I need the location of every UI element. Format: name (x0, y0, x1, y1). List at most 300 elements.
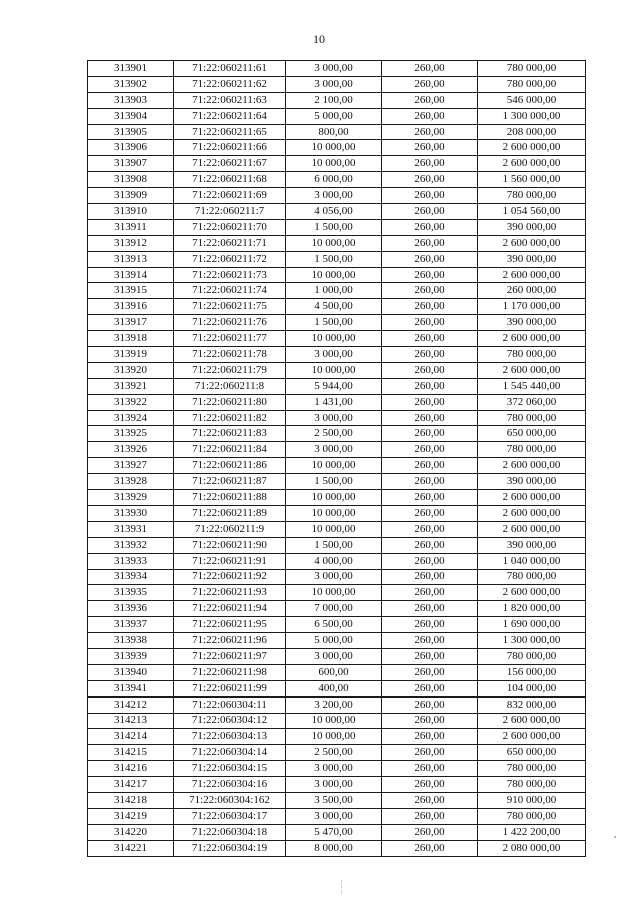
rate-cell: 260,00 (382, 124, 478, 140)
area-cell: 10 000,00 (286, 521, 382, 537)
rate-cell: 260,00 (382, 172, 478, 188)
rate-cell: 260,00 (382, 792, 478, 808)
table-row (88, 204, 586, 220)
amount-cell: 2 600 000,00 (478, 331, 586, 347)
record-id-cell: 313904 (88, 108, 174, 124)
rate-cell: 260,00 (382, 664, 478, 680)
rate-cell: 260,00 (382, 235, 478, 251)
table-row (88, 745, 586, 761)
cadastral-number-cell: 71:22:060211:70 (174, 219, 286, 235)
table-row (88, 633, 586, 649)
record-id-cell: 313938 (88, 633, 174, 649)
area-cell: 1 500,00 (286, 219, 382, 235)
rate-cell: 260,00 (382, 410, 478, 426)
table-row (88, 840, 586, 856)
table-row (88, 108, 586, 124)
table-row (88, 92, 586, 108)
record-id-cell: 313929 (88, 490, 174, 506)
cadastral-number-cell: 71:22:060304:18 (174, 824, 286, 840)
record-id-cell: 314219 (88, 808, 174, 824)
record-id-cell: 313936 (88, 601, 174, 617)
amount-cell: 2 600 000,00 (478, 156, 586, 172)
amount-cell: 2 600 000,00 (478, 362, 586, 378)
record-id-cell: 313940 (88, 664, 174, 680)
table-row (88, 761, 586, 777)
area-cell: 10 000,00 (286, 729, 382, 745)
amount-cell: 2 600 000,00 (478, 713, 586, 729)
record-id-cell: 313917 (88, 315, 174, 331)
page-number: 10 (313, 32, 325, 46)
table-row (88, 808, 586, 824)
table-row (88, 458, 586, 474)
rate-cell: 260,00 (382, 680, 478, 696)
amount-cell: 2 600 000,00 (478, 140, 586, 156)
record-id-cell: 313914 (88, 267, 174, 283)
rate-cell: 260,00 (382, 394, 478, 410)
area-cell: 10 000,00 (286, 458, 382, 474)
amount-cell: 780 000,00 (478, 761, 586, 777)
area-cell: 3 000,00 (286, 761, 382, 777)
table-row (88, 680, 586, 696)
area-cell: 10 000,00 (286, 140, 382, 156)
rate-cell: 260,00 (382, 108, 478, 124)
record-id-cell: 313909 (88, 188, 174, 204)
cadastral-number-cell: 71:22:060211:98 (174, 664, 286, 680)
amount-cell: 780 000,00 (478, 569, 586, 585)
record-id-cell: 313928 (88, 474, 174, 490)
record-id-cell: 313905 (88, 124, 174, 140)
amount-cell: 1 690 000,00 (478, 617, 586, 633)
area-cell: 7 000,00 (286, 601, 382, 617)
area-cell: 3 000,00 (286, 648, 382, 664)
area-cell: 8 000,00 (286, 840, 382, 856)
record-id-cell: 313941 (88, 680, 174, 696)
record-id-cell: 313924 (88, 410, 174, 426)
table-row (88, 362, 586, 378)
record-id-cell: 313931 (88, 521, 174, 537)
amount-cell: 1 170 000,00 (478, 299, 586, 315)
cadastral-number-cell: 71:22:060211:72 (174, 251, 286, 267)
amount-cell: 1 560 000,00 (478, 172, 586, 188)
rate-cell: 260,00 (382, 490, 478, 506)
cadastral-number-cell: 71:22:060211:84 (174, 442, 286, 458)
record-id-cell: 313907 (88, 156, 174, 172)
rate-cell: 260,00 (382, 283, 478, 299)
area-cell: 3 000,00 (286, 442, 382, 458)
record-id-cell: 313918 (88, 331, 174, 347)
rate-cell: 260,00 (382, 537, 478, 553)
cadastral-number-cell: 71:22:060211:97 (174, 648, 286, 664)
amount-cell: 2 600 000,00 (478, 729, 586, 745)
record-id-cell: 313932 (88, 537, 174, 553)
cadastral-number-cell: 71:22:060211:9 (174, 521, 286, 537)
area-cell: 5 944,00 (286, 378, 382, 394)
record-id-cell: 313901 (88, 61, 174, 77)
record-id-cell: 313915 (88, 283, 174, 299)
amount-cell: 156 000,00 (478, 664, 586, 680)
amount-cell: 1 422 200,00 (478, 824, 586, 840)
record-id-cell: 313906 (88, 140, 174, 156)
area-cell: 600,00 (286, 664, 382, 680)
cadastral-number-cell: 71:22:060211:87 (174, 474, 286, 490)
amount-cell: 2 600 000,00 (478, 458, 586, 474)
area-cell: 10 000,00 (286, 331, 382, 347)
table-row (88, 521, 586, 537)
cadastral-number-cell: 71:22:060304:17 (174, 808, 286, 824)
cadastral-number-cell: 71:22:060211:78 (174, 347, 286, 363)
amount-cell: 390 000,00 (478, 474, 586, 490)
record-id-cell: 313937 (88, 617, 174, 633)
table-row (88, 713, 586, 729)
record-id-cell: 313916 (88, 299, 174, 315)
amount-cell: 910 000,00 (478, 792, 586, 808)
table-row (88, 729, 586, 745)
rate-cell: 260,00 (382, 713, 478, 729)
record-id-cell: 313922 (88, 394, 174, 410)
record-id-cell: 313934 (88, 569, 174, 585)
amount-cell: 650 000,00 (478, 426, 586, 442)
record-id-cell: 313908 (88, 172, 174, 188)
cadastral-number-cell: 71:22:060211:68 (174, 172, 286, 188)
table-row (88, 219, 586, 235)
rate-cell: 260,00 (382, 474, 478, 490)
table-row (88, 426, 586, 442)
cadastral-number-cell: 71:22:060211:89 (174, 505, 286, 521)
amount-cell: 780 000,00 (478, 442, 586, 458)
area-cell: 4 056,00 (286, 204, 382, 220)
amount-cell: 2 600 000,00 (478, 521, 586, 537)
amount-cell: 1 820 000,00 (478, 601, 586, 617)
area-cell: 3 000,00 (286, 569, 382, 585)
table-row (88, 76, 586, 92)
amount-cell: 780 000,00 (478, 61, 586, 77)
cadastral-number-cell: 71:22:060211:64 (174, 108, 286, 124)
record-id-cell: 314214 (88, 729, 174, 745)
rate-cell: 260,00 (382, 442, 478, 458)
area-cell: 6 500,00 (286, 617, 382, 633)
table-row (88, 505, 586, 521)
amount-cell: 2 600 000,00 (478, 267, 586, 283)
area-cell: 3 500,00 (286, 792, 382, 808)
cadastral-number-cell: 71:22:060211:69 (174, 188, 286, 204)
amount-cell: 1 040 000,00 (478, 553, 586, 569)
amount-cell: 208 000,00 (478, 124, 586, 140)
record-id-cell: 313913 (88, 251, 174, 267)
record-id-cell: 313930 (88, 505, 174, 521)
rate-cell: 260,00 (382, 204, 478, 220)
cadastral-number-cell: 71:22:060211:73 (174, 267, 286, 283)
rate-cell: 260,00 (382, 601, 478, 617)
amount-cell: 832 000,00 (478, 697, 586, 713)
amount-cell: 780 000,00 (478, 410, 586, 426)
amount-cell: 780 000,00 (478, 777, 586, 793)
area-cell: 5 470,00 (286, 824, 382, 840)
table-row (88, 235, 586, 251)
amount-cell: 390 000,00 (478, 537, 586, 553)
amount-cell: 2 600 000,00 (478, 490, 586, 506)
amount-cell: 780 000,00 (478, 76, 586, 92)
area-cell: 10 000,00 (286, 156, 382, 172)
cadastral-number-cell: 71:22:060211:8 (174, 378, 286, 394)
area-cell: 3 000,00 (286, 777, 382, 793)
record-id-cell: 313925 (88, 426, 174, 442)
scan-artifact-dot (614, 836, 616, 838)
rate-cell: 260,00 (382, 617, 478, 633)
cadastral-number-cell: 71:22:060211:86 (174, 458, 286, 474)
rate-cell: 260,00 (382, 777, 478, 793)
table-row (88, 124, 586, 140)
area-cell: 3 200,00 (286, 697, 382, 713)
cadastral-number-cell: 71:22:060211:61 (174, 61, 286, 77)
area-cell: 10 000,00 (286, 505, 382, 521)
amount-cell: 546 000,00 (478, 92, 586, 108)
record-id-cell: 313911 (88, 219, 174, 235)
land-plot-table (87, 60, 586, 857)
table-row (88, 299, 586, 315)
cadastral-number-cell: 71:22:060304:162 (174, 792, 286, 808)
record-id-cell: 313927 (88, 458, 174, 474)
cadastral-number-cell: 71:22:060304:16 (174, 777, 286, 793)
table-row (88, 156, 586, 172)
rate-cell: 260,00 (382, 761, 478, 777)
area-cell: 10 000,00 (286, 362, 382, 378)
record-id-cell: 314212 (88, 697, 174, 713)
amount-cell: 780 000,00 (478, 347, 586, 363)
cadastral-number-cell: 71:22:060211:91 (174, 553, 286, 569)
cadastral-number-cell: 71:22:060304:12 (174, 713, 286, 729)
cadastral-number-cell: 71:22:060211:7 (174, 204, 286, 220)
table-row (88, 331, 586, 347)
rate-cell: 260,00 (382, 633, 478, 649)
amount-cell: 104 000,00 (478, 680, 586, 696)
amount-cell: 390 000,00 (478, 251, 586, 267)
cadastral-number-cell: 71:22:060211:71 (174, 235, 286, 251)
area-cell: 1 431,00 (286, 394, 382, 410)
table-row (88, 394, 586, 410)
table-row (88, 474, 586, 490)
table-row (88, 553, 586, 569)
record-id-cell: 313919 (88, 347, 174, 363)
table-row (88, 601, 586, 617)
cadastral-number-cell: 71:22:060211:63 (174, 92, 286, 108)
cadastral-number-cell: 71:22:060211:83 (174, 426, 286, 442)
table-row (88, 490, 586, 506)
area-cell: 3 000,00 (286, 76, 382, 92)
record-id-cell: 313933 (88, 553, 174, 569)
amount-cell: 2 600 000,00 (478, 235, 586, 251)
table-row (88, 378, 586, 394)
table-row (88, 347, 586, 363)
record-id-cell: 313935 (88, 585, 174, 601)
amount-cell: 1 054 560,00 (478, 204, 586, 220)
rate-cell: 260,00 (382, 569, 478, 585)
cadastral-number-cell: 71:22:060211:76 (174, 315, 286, 331)
record-id-cell: 314213 (88, 713, 174, 729)
area-cell: 10 000,00 (286, 713, 382, 729)
record-id-cell: 313926 (88, 442, 174, 458)
area-cell: 1 000,00 (286, 283, 382, 299)
area-cell: 3 000,00 (286, 188, 382, 204)
rate-cell: 260,00 (382, 61, 478, 77)
rate-cell: 260,00 (382, 521, 478, 537)
rate-cell: 260,00 (382, 267, 478, 283)
table-row (88, 188, 586, 204)
cadastral-number-cell: 71:22:060211:92 (174, 569, 286, 585)
record-id-cell: 314216 (88, 761, 174, 777)
area-cell: 5 000,00 (286, 633, 382, 649)
area-cell: 2 100,00 (286, 92, 382, 108)
scan-artifact-mark (341, 880, 343, 894)
area-cell: 3 000,00 (286, 347, 382, 363)
cadastral-number-cell: 71:22:060211:75 (174, 299, 286, 315)
cadastral-number-cell: 71:22:060211:96 (174, 633, 286, 649)
rate-cell: 260,00 (382, 505, 478, 521)
cadastral-number-cell: 71:22:060304:13 (174, 729, 286, 745)
record-id-cell: 313902 (88, 76, 174, 92)
area-cell: 4 000,00 (286, 553, 382, 569)
amount-cell: 2 080 000,00 (478, 840, 586, 856)
table-row (88, 283, 586, 299)
record-id-cell: 313912 (88, 235, 174, 251)
cadastral-number-cell: 71:22:060211:88 (174, 490, 286, 506)
record-id-cell: 314217 (88, 777, 174, 793)
cadastral-number-cell: 71:22:060211:95 (174, 617, 286, 633)
area-cell: 1 500,00 (286, 251, 382, 267)
table-row (88, 585, 586, 601)
rate-cell: 260,00 (382, 92, 478, 108)
amount-cell: 372 060,00 (478, 394, 586, 410)
area-cell: 3 000,00 (286, 808, 382, 824)
record-id-cell: 313910 (88, 204, 174, 220)
area-cell: 1 500,00 (286, 537, 382, 553)
area-cell: 10 000,00 (286, 267, 382, 283)
cadastral-number-cell: 71:22:060211:79 (174, 362, 286, 378)
rate-cell: 260,00 (382, 251, 478, 267)
table-row (88, 697, 586, 713)
area-cell: 10 000,00 (286, 585, 382, 601)
table-row (88, 792, 586, 808)
rate-cell: 260,00 (382, 729, 478, 745)
table-row (88, 537, 586, 553)
area-cell: 10 000,00 (286, 490, 382, 506)
rate-cell: 260,00 (382, 219, 478, 235)
rate-cell: 260,00 (382, 140, 478, 156)
cadastral-number-cell: 71:22:060211:80 (174, 394, 286, 410)
rate-cell: 260,00 (382, 188, 478, 204)
rate-cell: 260,00 (382, 315, 478, 331)
cadastral-number-cell: 71:22:060304:11 (174, 697, 286, 713)
amount-cell: 260 000,00 (478, 283, 586, 299)
table-row (88, 172, 586, 188)
amount-cell: 1 545 440,00 (478, 378, 586, 394)
cadastral-number-cell: 71:22:060304:19 (174, 840, 286, 856)
amount-cell: 780 000,00 (478, 188, 586, 204)
table-row (88, 315, 586, 331)
amount-cell: 390 000,00 (478, 219, 586, 235)
area-cell: 800,00 (286, 124, 382, 140)
rate-cell: 260,00 (382, 697, 478, 713)
cadastral-number-cell: 71:22:060211:77 (174, 331, 286, 347)
record-id-cell: 314220 (88, 824, 174, 840)
table-row (88, 569, 586, 585)
rate-cell: 260,00 (382, 378, 478, 394)
area-cell: 1 500,00 (286, 474, 382, 490)
rate-cell: 260,00 (382, 840, 478, 856)
area-cell: 1 500,00 (286, 315, 382, 331)
record-id-cell: 313939 (88, 648, 174, 664)
cadastral-number-cell: 71:22:060211:82 (174, 410, 286, 426)
record-id-cell: 314215 (88, 745, 174, 761)
cadastral-number-cell: 71:22:060211:90 (174, 537, 286, 553)
amount-cell: 780 000,00 (478, 808, 586, 824)
cadastral-number-cell: 71:22:060211:62 (174, 76, 286, 92)
table-body (88, 61, 586, 857)
cadastral-number-cell: 71:22:060304:15 (174, 761, 286, 777)
rate-cell: 260,00 (382, 745, 478, 761)
record-id-cell: 313903 (88, 92, 174, 108)
area-cell: 3 000,00 (286, 61, 382, 77)
amount-cell: 650 000,00 (478, 745, 586, 761)
area-cell: 10 000,00 (286, 235, 382, 251)
cadastral-number-cell: 71:22:060211:99 (174, 680, 286, 696)
rate-cell: 260,00 (382, 553, 478, 569)
cadastral-number-cell: 71:22:060211:65 (174, 124, 286, 140)
amount-cell: 1 300 000,00 (478, 633, 586, 649)
cadastral-number-cell: 71:22:060211:93 (174, 585, 286, 601)
record-id-cell: 313920 (88, 362, 174, 378)
rate-cell: 260,00 (382, 458, 478, 474)
cadastral-number-cell: 71:22:060211:67 (174, 156, 286, 172)
rate-cell: 260,00 (382, 808, 478, 824)
table-row (88, 824, 586, 840)
table-row (88, 140, 586, 156)
table-row (88, 61, 586, 77)
cadastral-number-cell: 71:22:060211:66 (174, 140, 286, 156)
table-row (88, 617, 586, 633)
table-row (88, 410, 586, 426)
amount-cell: 780 000,00 (478, 648, 586, 664)
table-row (88, 648, 586, 664)
rate-cell: 260,00 (382, 362, 478, 378)
cadastral-number-cell: 71:22:060211:94 (174, 601, 286, 617)
amount-cell: 2 600 000,00 (478, 505, 586, 521)
amount-cell: 1 300 000,00 (478, 108, 586, 124)
record-id-cell: 313921 (88, 378, 174, 394)
amount-cell: 390 000,00 (478, 315, 586, 331)
area-cell: 2 500,00 (286, 745, 382, 761)
rate-cell: 260,00 (382, 426, 478, 442)
table-row (88, 777, 586, 793)
rate-cell: 260,00 (382, 824, 478, 840)
table-row (88, 267, 586, 283)
rate-cell: 260,00 (382, 648, 478, 664)
rate-cell: 260,00 (382, 347, 478, 363)
table-row (88, 251, 586, 267)
table-row (88, 442, 586, 458)
record-id-cell: 314221 (88, 840, 174, 856)
area-cell: 5 000,00 (286, 108, 382, 124)
cadastral-number-cell: 71:22:060304:14 (174, 745, 286, 761)
area-cell: 6 000,00 (286, 172, 382, 188)
amount-cell: 2 600 000,00 (478, 585, 586, 601)
area-cell: 3 000,00 (286, 410, 382, 426)
table-row (88, 664, 586, 680)
rate-cell: 260,00 (382, 299, 478, 315)
rate-cell: 260,00 (382, 156, 478, 172)
area-cell: 400,00 (286, 680, 382, 696)
area-cell: 4 500,00 (286, 299, 382, 315)
rate-cell: 260,00 (382, 76, 478, 92)
